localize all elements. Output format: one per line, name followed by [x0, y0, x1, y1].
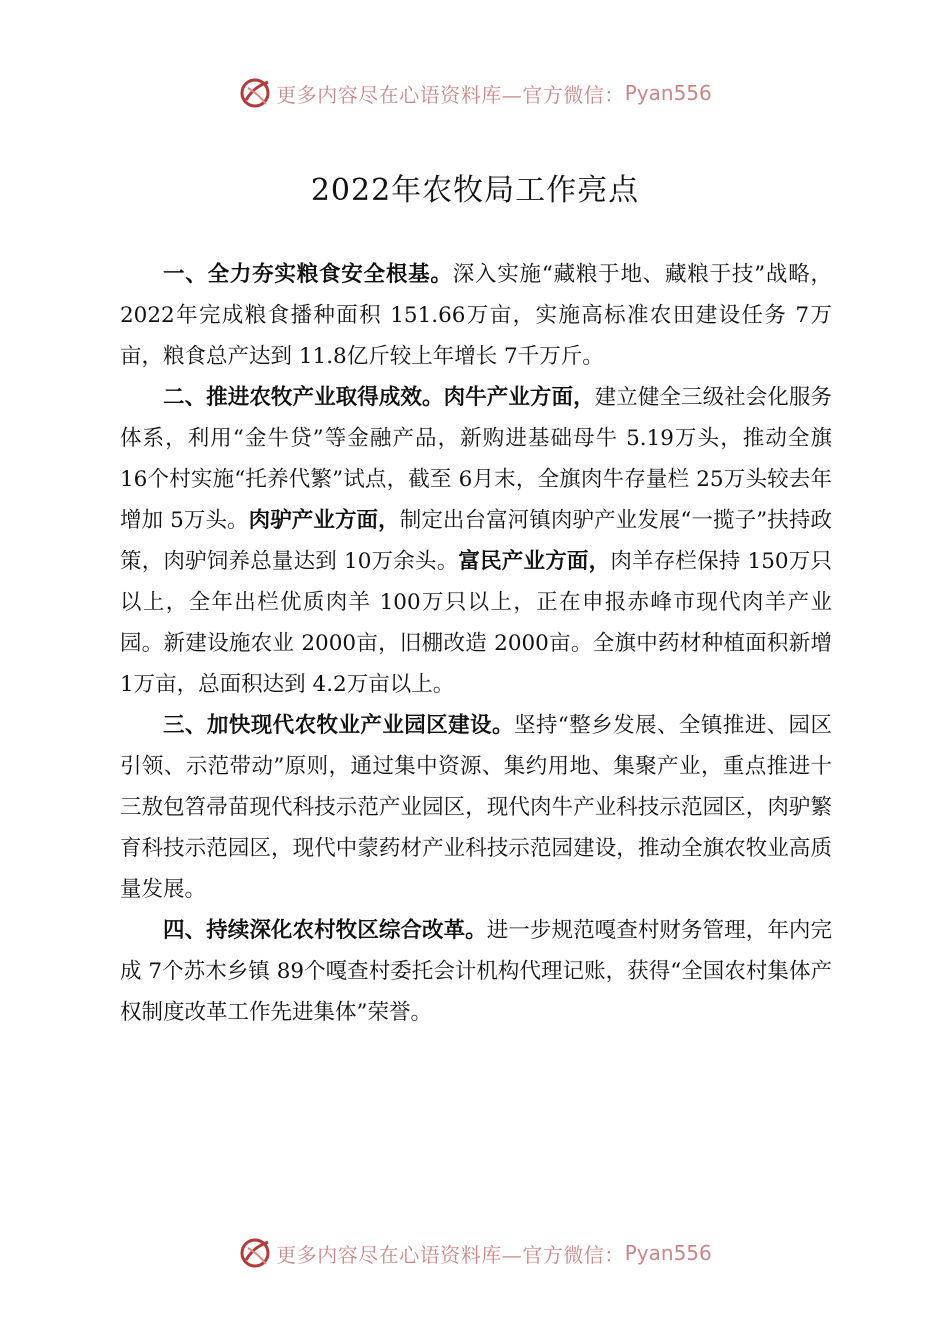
paragraph-4-text: 进一步规范嘎查村财务管理，年内完成 7个苏木乡镇 89个嘎查村委托会计机构代理记账，获得“全国农村集体产权制度改革工作先进集体”荣誉。: [120, 918, 832, 1025]
paragraph-1: [120, 254, 832, 377]
paragraph-2-sub-donkey: 肉驴产业方面，: [248, 508, 400, 533]
watermark-text: 更多内容尽在心语资料库—官方微信：: [276, 1242, 625, 1267]
paragraph-3-heading: 三、加快现代农牧业产业园区建设。: [163, 713, 514, 738]
paragraph-2-text-beef: 建立健全三级社会化服务体系，利用“金牛贷”等金融产品，新购进基础母牛 5.19万头，推动全旗 16个村实施“托养代繁”试点，截至 6月末，全旗肉牛存量栏 25万头较去年增加 5万头。: [120, 385, 832, 533]
paragraph-1-text: 深入实施“藏粮于地、藏粮于技”战略，2022年完成粮食播种面积 151.66万亩，实施高标准农田建设任务 7万亩，粮食总产达到 11.8亿斤较上年增长 7千万斤。: [120, 262, 832, 369]
paragraph-4: [120, 910, 832, 1033]
paragraph-2: [120, 377, 832, 705]
logo-icon: [238, 1236, 272, 1270]
document-body: [120, 254, 832, 1033]
paragraph-4-heading: 四、持续深化农村牧区综合改革。: [163, 918, 487, 943]
paragraph-3: [120, 705, 832, 910]
document-title: 2022年农牧局工作亮点: [310, 173, 640, 208]
paragraph-1-heading: 一、全力夯实粮食安全根基。: [163, 262, 453, 287]
watermark-footer: [0, 1233, 950, 1273]
logo-icon: [238, 76, 272, 110]
paragraph-2-sub-beef: 肉牛产业方面，: [443, 385, 595, 410]
paragraph-2-text-wealth: 肉羊存栏保持 150万只以上，全年出栏优质肉羊 100万只以上，正在申报赤峰市现代肉羊产业园。新建设施农业 2000亩，旧棚改造 2000亩。全旗中药材种植面积新增 1万亩，总面积达到 4.2万亩以上。: [120, 549, 832, 697]
paragraph-2-heading: 二、推进农牧产业取得成效。: [163, 385, 444, 410]
watermark-wechat-id: Pyan556: [624, 81, 712, 105]
watermark-wechat-id: Pyan556: [624, 1241, 712, 1265]
watermark-text: 更多内容尽在心语资料库—官方微信：: [276, 82, 625, 107]
paragraph-2-text-donkey: 制定出台富河镇肉驴产业发展“一揽子”扶持政策，肉驴饲养总量达到 10万余头。: [120, 508, 832, 574]
watermark-header: [0, 73, 950, 113]
paragraph-3-text: 坚持“整乡发展、全镇推进、园区引领、示范带动”原则，通过集中资源、集约用地、集聚产业，重点推进十三敖包笤帚苗现代科技示范产业园区，现代肉牛产业科技示范园区，肉驴繁育科技示范园区，现代中蒙药材产业科技示范园建设，推动全旗农牧业高质量发展。: [120, 713, 832, 902]
paragraph-2-sub-wealth: 富民产业方面，: [458, 549, 611, 574]
